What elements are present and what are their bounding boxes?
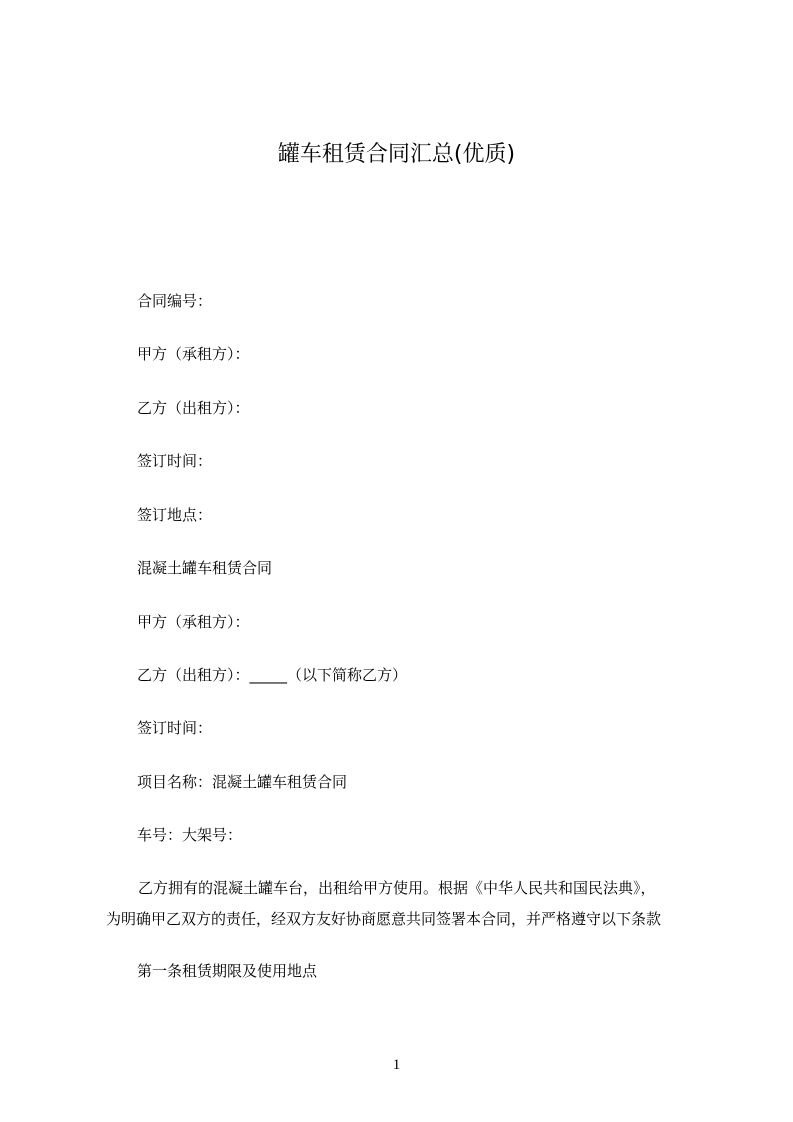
body-paragraph-line-2: 为明确甲乙双方的责任，经双方友好协商愿意共同签署本合同，并严格遵守以下条款: [106, 910, 662, 928]
party-a-label: 甲方（承租方）：: [137, 345, 250, 363]
sign-place-label: 签订地点：: [137, 506, 213, 524]
body-paragraph-line-1: 乙方拥有的混凝土罐车台，出租给甲方使用。根据《中华人民共和国民法典》，: [138, 879, 656, 897]
article-1-heading: 第一条租赁期限及使用地点: [137, 962, 318, 980]
party-b-label: 乙方（出租方）：: [137, 399, 250, 417]
party-b-label-2: 乙方（出租方）：_____（以下简称乙方）: [137, 666, 408, 684]
sign-time-label: 签订时间：: [137, 452, 213, 470]
vehicle-number-label: 车号：大架号：: [137, 826, 243, 844]
page-number: 1: [392, 1057, 401, 1073]
project-name-label: 项目名称：混凝土罐车租赁合同: [137, 773, 348, 791]
section-title: 混凝土罐车租赁合同: [137, 559, 273, 577]
contract-number-label: 合同编号：: [137, 292, 213, 310]
document-title: 罐车租赁合同汇总(优质): [277, 142, 516, 167]
sign-time-label-2: 签订时间：: [137, 719, 213, 737]
party-a-label-2: 甲方（承租方）：: [137, 613, 250, 631]
body-paragraph: [106, 878, 706, 929]
